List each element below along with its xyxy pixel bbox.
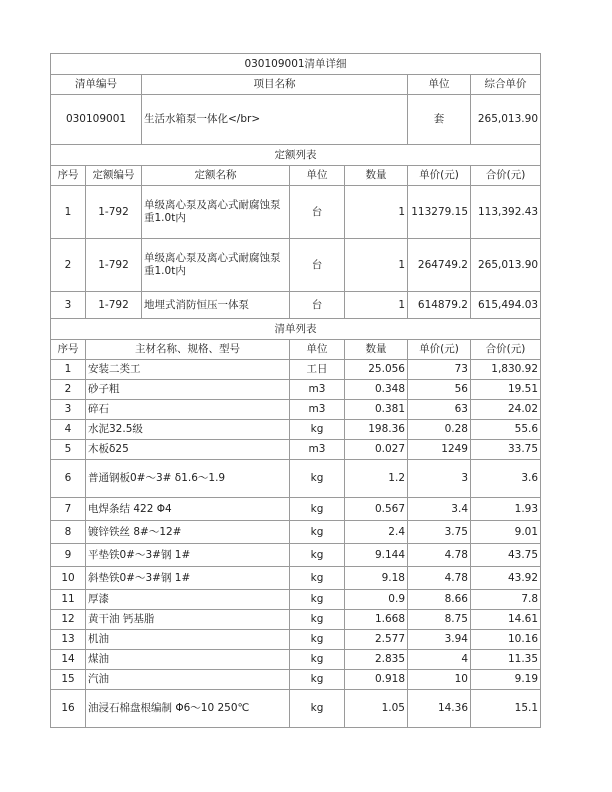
quota-name: 地埋式消防恒压一体泵 [142,292,290,319]
material-unit: kg [290,498,345,521]
materials-header-name: 主材名称、规格、型号 [86,340,290,360]
material-total: 43.92 [471,567,541,590]
material-unit: kg [290,650,345,670]
quota-unit: 台 [290,186,345,239]
table-row [51,670,541,690]
table-row [51,186,541,239]
header-project-name: 项目名称 [142,75,408,95]
material-unit: m3 [290,380,345,400]
table-row [51,460,541,498]
material-no: 10 [51,567,86,590]
table-row [51,690,541,728]
material-name: 电焊条结 422 Φ4 [86,498,290,521]
material-unit: 工日 [290,360,345,380]
quota-price: 614879.2 [408,292,471,319]
material-qty: 25.056 [345,360,408,380]
material-name: 厚漆 [86,590,290,610]
quota-total: 113,392.43 [471,186,541,239]
quota-total: 265,013.90 [471,239,541,292]
material-price: 10 [408,670,471,690]
material-name: 油浸石棉盘根编制 Φ6～10 250℃ [86,690,290,728]
materials-header-qty: 数量 [345,340,408,360]
table-row [51,590,541,610]
materials-rows [51,360,541,728]
quota-header-unit: 单位 [290,166,345,186]
material-total: 10.16 [471,630,541,650]
material-unit: kg [290,590,345,610]
material-price: 0.28 [408,420,471,440]
material-name: 碎石 [86,400,290,420]
table-row [51,440,541,460]
material-qty: 0.918 [345,670,408,690]
table-row [51,292,541,319]
table-row [51,498,541,521]
table-row [51,630,541,650]
quota-no: 3 [51,292,86,319]
bill-name: 生活水箱泵一体化</br> [142,95,408,145]
table-row [51,380,541,400]
material-unit: kg [290,690,345,728]
quota-no: 1 [51,186,86,239]
table-row [51,567,541,590]
material-total: 7.8 [471,590,541,610]
material-total: 19.51 [471,380,541,400]
material-qty: 0.9 [345,590,408,610]
material-price: 14.36 [408,690,471,728]
material-name: 斜垫铁0#～3#钢 1# [86,567,290,590]
table-row [51,360,541,380]
material-no: 6 [51,460,86,498]
quota-total: 615,494.03 [471,292,541,319]
material-price: 63 [408,400,471,420]
header-unit: 单位 [408,75,471,95]
material-price: 3.94 [408,630,471,650]
material-price: 8.66 [408,590,471,610]
material-unit: kg [290,544,345,567]
material-qty: 2.4 [345,521,408,544]
material-unit: kg [290,630,345,650]
material-no: 9 [51,544,86,567]
table-row [51,521,541,544]
material-total: 9.01 [471,521,541,544]
table-row [51,239,541,292]
quota-header-code: 定额编号 [86,166,142,186]
quota-title: 定额列表 [51,145,541,166]
material-unit: m3 [290,440,345,460]
material-price: 4 [408,650,471,670]
bill-code: 030109001 [51,95,142,145]
header-bill-code: 清单编号 [51,75,142,95]
material-price: 3 [408,460,471,498]
table-row [51,420,541,440]
material-qty: 198.36 [345,420,408,440]
table-row [51,610,541,630]
material-name: 黄干油 钙基脂 [86,610,290,630]
material-no: 12 [51,610,86,630]
bill-detail-document [50,53,540,728]
bill-table [50,53,541,145]
material-name: 镀锌铁丝 8#～12# [86,521,290,544]
material-total: 11.35 [471,650,541,670]
quota-price: 113279.15 [408,186,471,239]
material-price: 73 [408,360,471,380]
material-name: 木板δ25 [86,440,290,460]
material-total: 1,830.92 [471,360,541,380]
bill-price: 265,013.90 [471,95,541,145]
material-price: 8.75 [408,610,471,630]
quota-qty: 1 [345,292,408,319]
material-no: 8 [51,521,86,544]
material-total: 1.93 [471,498,541,521]
material-qty: 0.027 [345,440,408,460]
material-price: 3.4 [408,498,471,521]
material-unit: kg [290,420,345,440]
material-unit: kg [290,670,345,690]
material-qty: 2.835 [345,650,408,670]
materials-header-price: 单价(元) [408,340,471,360]
materials-header-unit: 单位 [290,340,345,360]
header-unit-price: 综合单价 [471,75,541,95]
material-unit: kg [290,460,345,498]
quota-rows [51,186,541,319]
material-no: 16 [51,690,86,728]
table-row [51,544,541,567]
material-no: 11 [51,590,86,610]
material-no: 4 [51,420,86,440]
material-name: 机油 [86,630,290,650]
material-qty: 0.381 [345,400,408,420]
materials-title: 清单列表 [51,319,541,340]
material-no: 15 [51,670,86,690]
material-no: 7 [51,498,86,521]
material-qty: 0.348 [345,380,408,400]
quota-header-name: 定额名称 [142,166,290,186]
material-name: 水泥32.5级 [86,420,290,440]
material-total: 3.6 [471,460,541,498]
quota-price: 264749.2 [408,239,471,292]
quota-name: 单级离心泵及离心式耐腐蚀泵重1.0t内 [142,186,290,239]
quota-header-total: 合价(元) [471,166,541,186]
material-qty: 9.18 [345,567,408,590]
material-price: 3.75 [408,521,471,544]
material-name: 砂子粗 [86,380,290,400]
quota-header-no: 序号 [51,166,86,186]
material-no: 2 [51,380,86,400]
material-name: 安装二类工 [86,360,290,380]
quota-qty: 1 [345,186,408,239]
quota-header-qty: 数量 [345,166,408,186]
bill-unit: 套 [408,95,471,145]
material-total: 33.75 [471,440,541,460]
material-price: 56 [408,380,471,400]
material-total: 24.02 [471,400,541,420]
material-qty: 9.144 [345,544,408,567]
table-row [51,650,541,670]
quota-name: 单级离心泵及离心式耐腐蚀泵重1.0t内 [142,239,290,292]
material-qty: 1.05 [345,690,408,728]
material-price: 1249 [408,440,471,460]
material-unit: kg [290,521,345,544]
material-total: 9.19 [471,670,541,690]
quota-unit: 台 [290,292,345,319]
material-total: 55.6 [471,420,541,440]
material-total: 14.61 [471,610,541,630]
material-qty: 1.668 [345,610,408,630]
material-name: 普通钢板0#～3# δ1.6～1.9 [86,460,290,498]
quota-table [50,144,541,319]
material-name: 平垫铁0#～3#钢 1# [86,544,290,567]
material-qty: 0.567 [345,498,408,521]
material-total: 43.75 [471,544,541,567]
material-qty: 1.2 [345,460,408,498]
material-no: 13 [51,630,86,650]
materials-header-no: 序号 [51,340,86,360]
table-row [51,400,541,420]
materials-header-total: 合价(元) [471,340,541,360]
material-no: 3 [51,400,86,420]
material-name: 汽油 [86,670,290,690]
quota-code: 1-792 [86,292,142,319]
quota-code: 1-792 [86,239,142,292]
quota-header-price: 单价(元) [408,166,471,186]
material-total: 15.1 [471,690,541,728]
quota-code: 1-792 [86,186,142,239]
materials-table [50,318,541,728]
bill-title: 030109001清单详细 [51,54,541,75]
material-unit: kg [290,567,345,590]
material-no: 5 [51,440,86,460]
material-no: 1 [51,360,86,380]
material-price: 4.78 [408,567,471,590]
material-unit: kg [290,610,345,630]
quota-qty: 1 [345,239,408,292]
material-qty: 2.577 [345,630,408,650]
material-price: 4.78 [408,544,471,567]
material-name: 煤油 [86,650,290,670]
material-unit: m3 [290,400,345,420]
quota-no: 2 [51,239,86,292]
material-no: 14 [51,650,86,670]
quota-unit: 台 [290,239,345,292]
